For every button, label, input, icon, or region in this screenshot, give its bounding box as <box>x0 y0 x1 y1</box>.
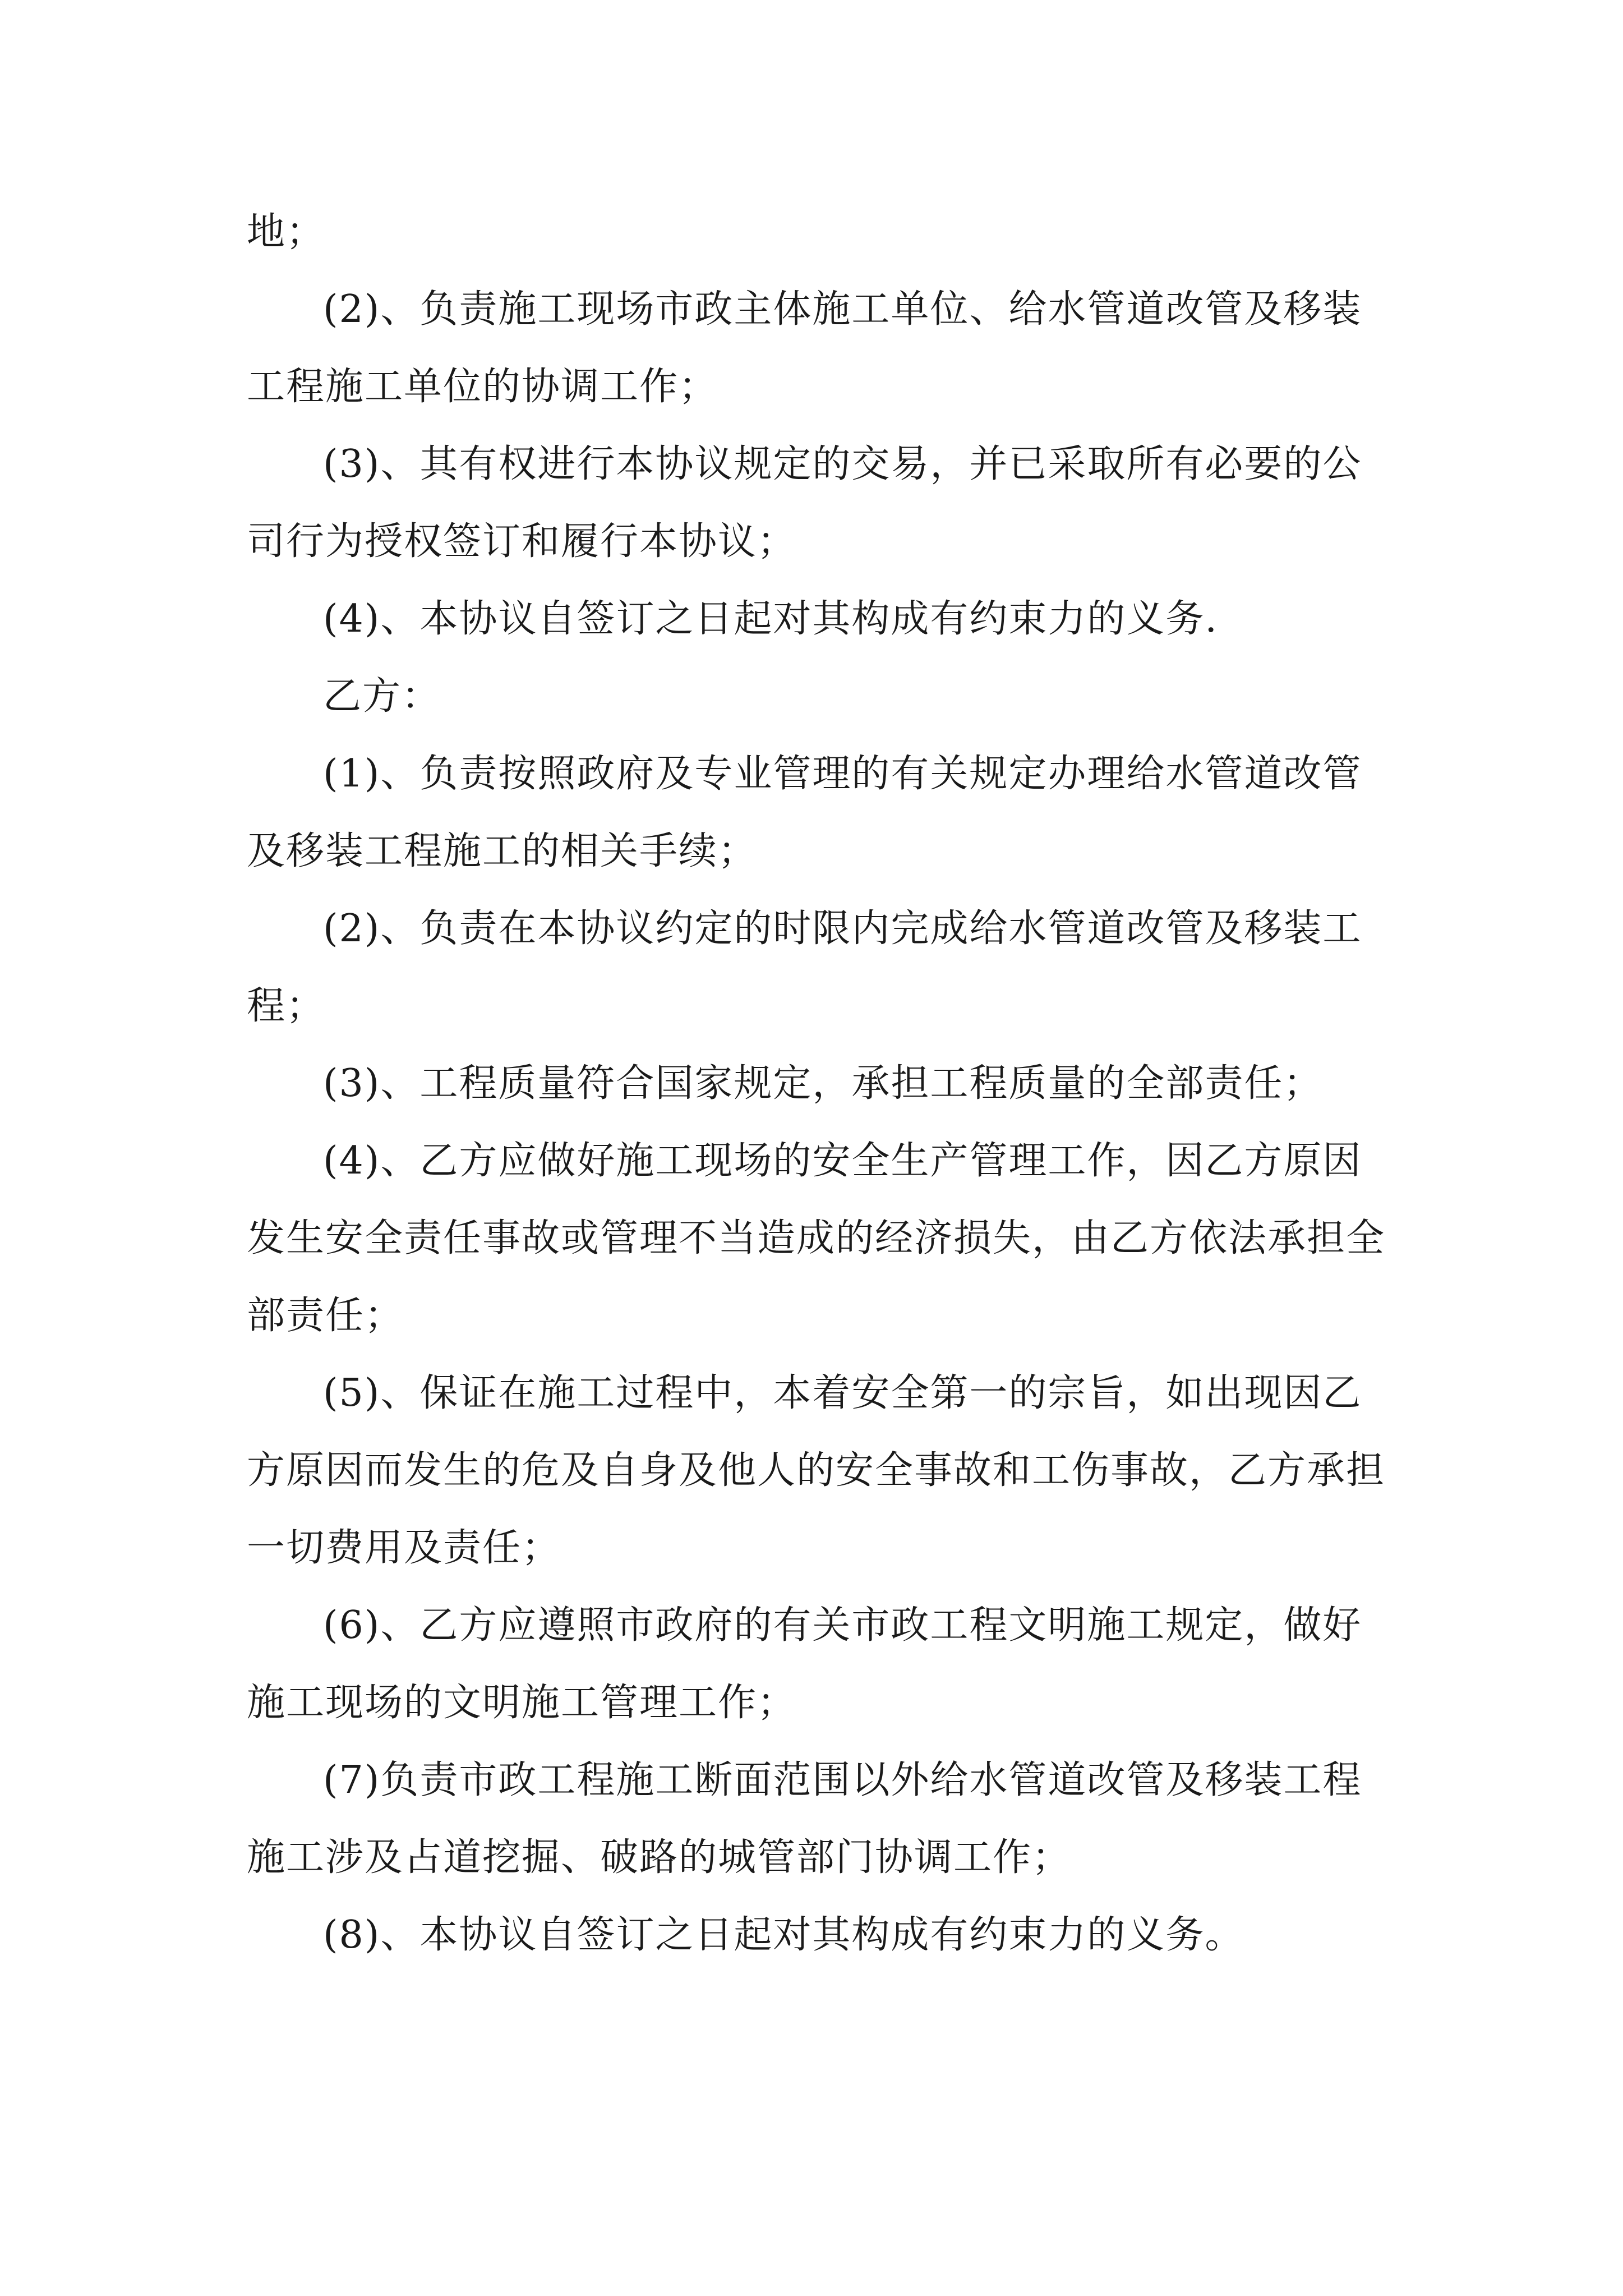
paragraph-12: (8)、本协议自签订之日起对其构成有约束力的义务。 <box>323 1913 1244 1957</box>
paragraph-7: (3)、工程质量符合国家规定，承担工程质量的全部责任； <box>323 1061 1323 1106</box>
paragraph-4: 乙方： <box>323 674 441 719</box>
paragraph-1: (2)、负责施工现场市政主体施工单位、给水管道改管及移装工程施工单位的协调工作； <box>247 287 1362 409</box>
paragraph-11: (7)负责市政工程施工断面范围以外给水管道改管及移装工程施工涉及占道挖掘、破路的城管部门协调工作； <box>247 1758 1362 1880</box>
paragraph-0: 地； <box>247 210 326 254</box>
paragraph-9: (5)、保证在施工过程中，本着安全第一的宗旨，如出现因乙方原因而发生的危及自身及他人的安全事故和工伤事故，乙方承担一切费用及责任； <box>247 1371 1386 1570</box>
paragraph-10: (6)、乙方应遵照市政府的有关市政工程文明施工规定，做好施工现场的文明施工管理工作； <box>247 1603 1362 1725</box>
paragraph-3: (4)、本协议自签订之日起对其构成有约束力的义务. <box>323 597 1218 641</box>
document-body <box>247 194 1391 1974</box>
paragraph-2: (3)、其有权进行本协议规定的交易，并已采取所有必要的公司行为授权签订和履行本协议； <box>247 442 1362 564</box>
paragraph-6: (2)、负责在本协议约定的时限内完成给水管道改管及移装工程； <box>247 907 1362 1028</box>
paragraph-8: (4)、乙方应做好施工现场的安全生产管理工作，因乙方原因发生安全责任事故或管理不当造成的经济损失，由乙方依法承担全部责任； <box>247 1139 1386 1338</box>
paragraph-5: (1)、负责按照政府及专业管理的有关规定办理给水管道改管及移装工程施工的相关手续； <box>247 752 1362 873</box>
